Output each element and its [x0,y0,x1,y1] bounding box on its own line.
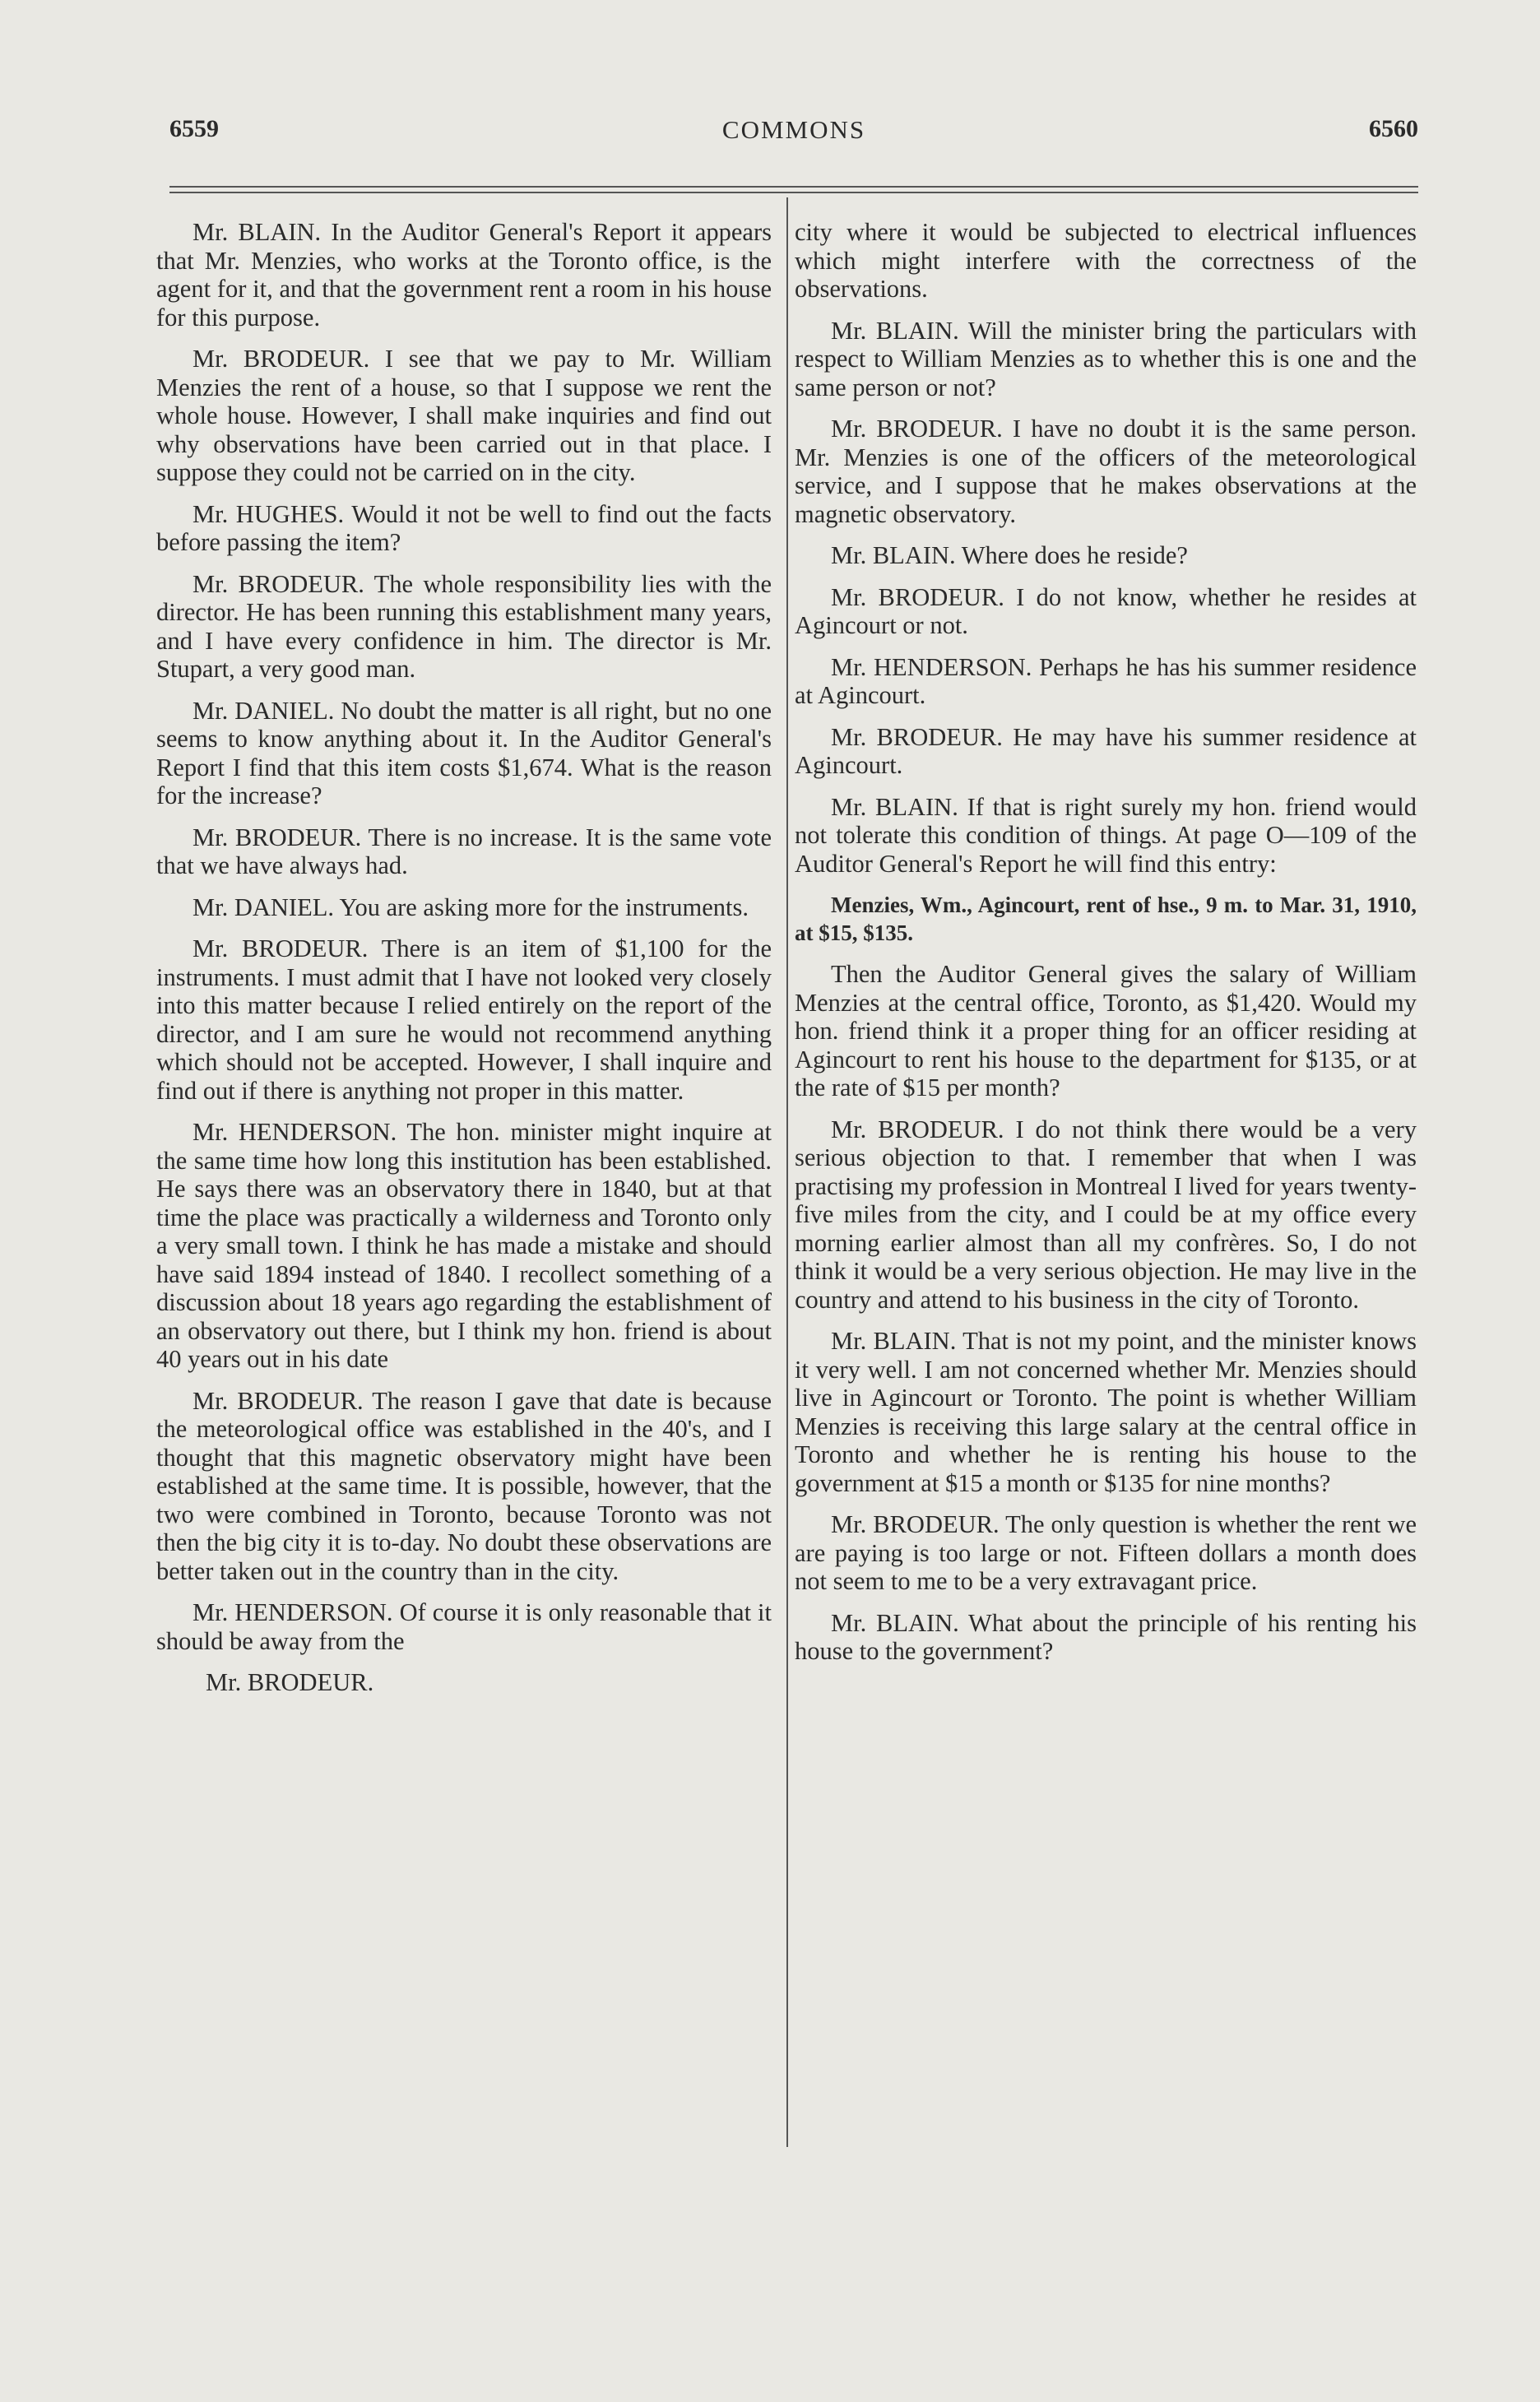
continuation-speaker: Mr. BRODEUR. [206,1668,374,1696]
page-number-right: 6560 [1369,115,1418,142]
right-paragraph [795,891,1417,947]
speaker-name: Mr. BRODEUR. [831,582,1004,611]
speaker-name: Mr. BLAIN. [192,218,322,246]
right-paragraph [795,583,1417,640]
left-paragraph [156,1118,772,1374]
right-paragraph [795,653,1417,710]
speech-text: Where does he reside? [961,541,1188,569]
right-paragraph [795,218,1417,304]
speaker-name: Mr. DANIEL. [192,893,334,921]
speaker-name: Mr. BLAIN. [831,792,958,821]
speaker-name: Mr. BRODEUR. [831,722,1003,751]
left-paragraph [156,570,772,684]
speech-text: The reason I gave that date is because the meteorological office was established in the 40's, and I thought that this magnetic observatory might have been established at the same time. It is possible, however, that the two were combined in Toronto, because Toronto was not then the big city it is to-day. No doubt these observations are better taken out in the country than in the city. [156,1386,772,1585]
right-paragraph [795,1510,1417,1596]
speaker-name: Mr. BRODEUR. [192,569,364,598]
speaker-name: Mr. BLAIN. [831,316,959,345]
speech-text: I see that we pay to Mr. William Menzies the rent of a house, so that I suppose we rent the whole house. However, I shall make inquiries and find out why observations have been carried out in that place. I suppose they could not be carried on in the city. [156,345,772,486]
left-paragraph [156,345,772,487]
speech-text: If that is right surely my hon. friend would not tolerate this condition of things. At page O—109 of the Auditor General's Report he will find this entry: [795,792,1417,878]
speech-text: Will the minister bring the particulars with respect to William Menzies as to whether this is one and the same person or not? [795,316,1417,401]
speaker-name: Mr. BRODEUR. [192,934,369,962]
speaker-name: Mr. HENDERSON. [192,1118,397,1146]
page-number-left: 6559 [169,115,219,142]
left-paragraph [156,697,772,810]
speech-text: Then the Auditor General gives the salary of William Menzies at the central office, Toronto, as $1,420. Would my hon. friend think it a proper thing for an officer residing at Agincourt to rent his house to the department for $135, or at the rate of $15 per month? [795,960,1417,1101]
speaker-name: Mr. BLAIN. [831,1608,959,1637]
speaker-name: Mr. BLAIN. [831,541,956,569]
left-paragraph [156,893,772,922]
speech-text: The hon. minister might inquire at the same time how long this institution has been established. He says there was an observatory there in 1840, but at that time the place was practically a wilderness and Toronto only a very small town. I think he has made a mistake and should have said 1894 instead of 1840. I recollect something of a discussion about 18 years ago regarding the establishment of an observatory out there, but I think my hon. friend is about 40 years out in his date [156,1118,772,1373]
right-paragraph [795,1327,1417,1497]
speech-text: In the Auditor General's Report it appears that Mr. Menzies, who works at the Toronto office, is the agent for it, and that the government rent a room in his house for this purpose. [156,218,772,332]
header-rule-bottom [169,192,1418,193]
header-rule-top [169,186,1418,188]
speech-text: Menzies, Wm., Agincourt, rent of hse., 9 m. to Mar. 31, 1910, at $15, $135. [795,893,1417,945]
speaker-name: Mr. BRODEUR. [192,345,370,373]
speaker-name: Mr. BRODEUR. [831,1115,1004,1143]
speaker-name: Mr. HENDERSON. [831,652,1032,681]
speaker-name: Mr. HUGHES. [192,499,345,528]
right-paragraph [795,1115,1417,1315]
speech-text: city where it would be subjected to electrical influences which might interfere with the correctness of the observations. [795,218,1417,303]
right-column [795,218,1417,1679]
speaker-name: Mr. BRODEUR. [192,1386,364,1415]
speech-text: I do not think there would be a very serious objection to that. I remember that when I was practising my profession in Montreal I lived for years twenty-five miles from the city, and I could be at my office every morning earlier almost than all my confrères. So, I do not think it would be a very serious objection. He may live in the country and attend to his business in the city of Toronto. [795,1115,1417,1314]
speech-text: There is no increase. It is the same vote that we have always had. [156,823,772,879]
right-paragraph [795,723,1417,780]
speech-text: Perhaps he has his summer residence at Agincourt. [795,652,1417,709]
speech-text: That is not my point, and the minister knows it very well. I am not concerned whether Mr. Menzies should live in Agincourt or Toronto. The point is whether William Menzies is receiving this large salary at the central office in Toronto and whether he is renting his house to the government at $15 a month or $135 for nine months? [795,1327,1417,1497]
right-paragraph [795,317,1417,402]
speech-text: You are asking more for the instruments. [339,893,749,921]
right-paragraph [795,960,1417,1102]
column-divider [786,197,788,2147]
speech-text: I have no doubt it is the same person. Mr. Menzies is one of the officers of the meteorological service, and I suppose that he makes observations at the magnetic observatory. [795,415,1417,528]
speech-text: Of course it is only reasonable that it should be away from the [156,1598,772,1655]
left-column [156,218,772,1710]
speech-text: Would it not be well to find out the facts before passing the item? [156,499,772,556]
running-title: COMMONS [721,115,866,144]
page-header [169,115,1418,151]
speaker-name: Mr. BLAIN. [831,1327,957,1355]
right-paragraph [795,541,1417,570]
right-paragraph [795,793,1417,879]
speaker-name: Mr. BRODEUR. [192,823,362,851]
left-paragraph [156,1598,772,1655]
left-paragraph [156,500,772,557]
right-paragraph [795,1609,1417,1666]
speech-text: The only question is whether the rent we are paying is too large or not. Fifteen dollars a month does not seem to me to be a very extravagant price. [795,1510,1417,1595]
speaker-name: Mr. BRODEUR. [831,415,1003,443]
speaker-name: Mr. DANIEL. [192,696,335,725]
speaker-name: Mr. HENDERSON. [192,1598,393,1626]
right-paragraph [795,415,1417,528]
left-paragraph [156,823,772,880]
speech-text: He may have his summer residence at Agincourt. [795,722,1417,779]
speaker-name: Mr. BRODEUR. [831,1510,1000,1538]
speech-text: There is an item of $1,100 for the instruments. I must admit that I have not looked very closely into this matter because I relied entirely on the report of the director, and I am sure he would not recommend anything which should not be accepted. However, I shall inquire and find out if there is anything not proper in this matter. [156,934,772,1105]
left-paragraph [156,934,772,1105]
speech-text: No doubt the matter is all right, but no one seems to know anything about it. In the Auditor General's Report I find that this item costs $1,674. What is the reason for the increase? [156,696,772,809]
speech-text: The whole responsibility lies with the director. He has been running this establishment many years, and I have every confidence in him. The director is Mr. Stupart, a very good man. [156,569,772,683]
speech-text: What about the principle of his renting his house to the government? [795,1608,1417,1665]
left-paragraph [156,1387,772,1586]
left-paragraph [156,218,772,332]
speech-text: I do not know, whether he resides at Agincourt or not. [795,582,1417,639]
